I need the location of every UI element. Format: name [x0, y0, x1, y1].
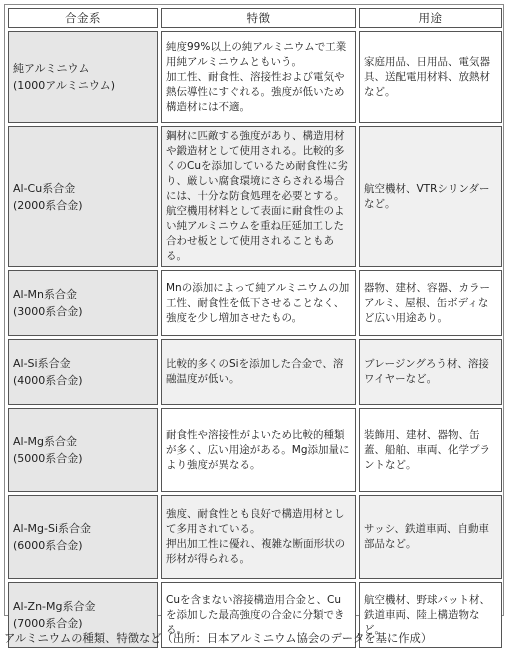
header-uses: 用途 — [359, 8, 502, 28]
use-cell-text: ブレージングろう材、溶接ワイヤーなど。 — [364, 358, 489, 385]
alloy-name-cell-text: (2000系合金) — [13, 198, 83, 212]
alloy-name-cell-text: Al-Zn-Mg系合金 — [13, 600, 96, 613]
table-row — [8, 31, 502, 123]
alloy-name-cell-text: Al-Cu系合金 — [13, 181, 76, 195]
feature-cell-text: 強度、耐食性とも良好で構造用材として多用されている。 — [166, 508, 345, 535]
alloy-name-cell-text: (3000系合金) — [13, 305, 83, 318]
feature-cell-text: Mnの添加によって純アルミニウムの加工性、耐食性を低下させることなく、強度を少し増加させたもの。 — [166, 281, 350, 324]
use-cell-text: 装飾用、建材、器物、缶蓋、船舶、車両、化学プラントなど。 — [364, 428, 490, 471]
alloy-name-cell-text: Al-Mn系合金 — [13, 288, 78, 301]
alloy-name-cell-text: Al-Mg系合金 — [13, 435, 78, 448]
feature-cell — [161, 31, 356, 123]
alloy-name-cell — [8, 495, 158, 579]
alloy-name-cell-text: Al-Mg-Si系合金 — [13, 522, 92, 535]
alloy-name-cell-text: 純アルミニウム — [13, 62, 90, 75]
feature-cell-text: 鋼材に匹敵する強度があり、構造用材や鍛造材として使用される。比較的多くのCuを添加しているため耐食性に劣り、厳しい腐食環境にさらされる場合には、十分な防食処理を必要とする。航空機用材料として表面に耐食性のよい純アルミニウムを重ね圧延加工した合わせ板として使用されることもある。 — [166, 130, 348, 262]
alloy-name-cell-text: Al-Si系合金 — [13, 357, 71, 370]
alloy-name-cell — [8, 339, 158, 405]
alloy-table — [5, 5, 505, 651]
feature-cell-text: 耐食性や溶接性がよいため比較的種類が多く、広い用途がある。Mg添加量により強度が異なる。 — [166, 428, 350, 471]
alloy-name-cell — [8, 126, 158, 267]
feature-cell — [161, 270, 356, 336]
use-cell-text: 航空機材、VTRシリンダーなど。 — [364, 182, 490, 210]
table-row — [8, 126, 502, 267]
table-row — [8, 339, 502, 405]
use-cell — [359, 339, 502, 405]
feature-cell-text: Cuを含まない溶接構造用合金と、Cuを添加した最高強度の合金に分類できる。 — [166, 593, 345, 636]
table-row — [8, 408, 502, 492]
feature-cell-text: 押出加工性に優れ、複雑な断面形状の形材が得られる。 — [166, 538, 346, 565]
header-features: 特徴 — [161, 8, 356, 28]
use-cell — [359, 408, 502, 492]
use-cell-text: 家庭用品、日用品、電気器具、送配電用材料、放熱材など。 — [364, 55, 490, 98]
feature-cell — [161, 408, 356, 492]
alloy-name-cell-text: (5000系合金) — [13, 452, 83, 465]
table-row — [8, 495, 502, 579]
table-body — [8, 31, 502, 648]
table-row — [8, 270, 502, 336]
use-cell — [359, 31, 502, 123]
table-header-row — [8, 8, 502, 28]
use-cell-text: 航空機材、野球バット材、鉄道車両、陸上構造物など。 — [364, 593, 490, 636]
alloy-table-frame — [4, 4, 504, 636]
alloy-name-cell-text: (6000系合金) — [13, 539, 83, 552]
use-cell-text: サッシ、鉄道車両、自動車部品など。 — [364, 523, 489, 550]
header-alloy-system: 合金系 — [8, 8, 158, 28]
alloy-name-cell-text: (4000系合金) — [13, 374, 83, 387]
feature-cell-text: 比較的多くのSiを添加した合金で、溶融温度が低い。 — [166, 358, 344, 385]
feature-cell — [161, 495, 356, 579]
feature-cell-text: 加工性、耐食性、溶接性および電気や熱伝導性にすぐれる。強度が低いため構造材には不適。 — [166, 70, 345, 113]
alloy-name-cell-text: (1000アルミニウム) — [13, 79, 116, 92]
use-cell-text: 器物、建材、容器、カラーアルミ、屋根、缶ボディなど広い用途あり。 — [364, 281, 490, 324]
alloy-name-cell — [8, 408, 158, 492]
use-cell — [359, 126, 502, 267]
alloy-name-cell — [8, 270, 158, 336]
use-cell — [359, 495, 502, 579]
feature-cell-text: 純度99%以上の純アルミニウムで工業用純アルミニウムともいう。 — [166, 40, 347, 68]
alloy-name-cell — [8, 31, 158, 123]
feature-cell — [161, 339, 356, 405]
use-cell — [359, 270, 502, 336]
feature-cell — [161, 126, 356, 267]
table-caption: アルミニウムの種類、特徴など（出所：日本アルミニウム協会のデータを基に作成） — [4, 632, 433, 645]
alloy-name-cell-text: (7000系合金) — [13, 617, 83, 630]
